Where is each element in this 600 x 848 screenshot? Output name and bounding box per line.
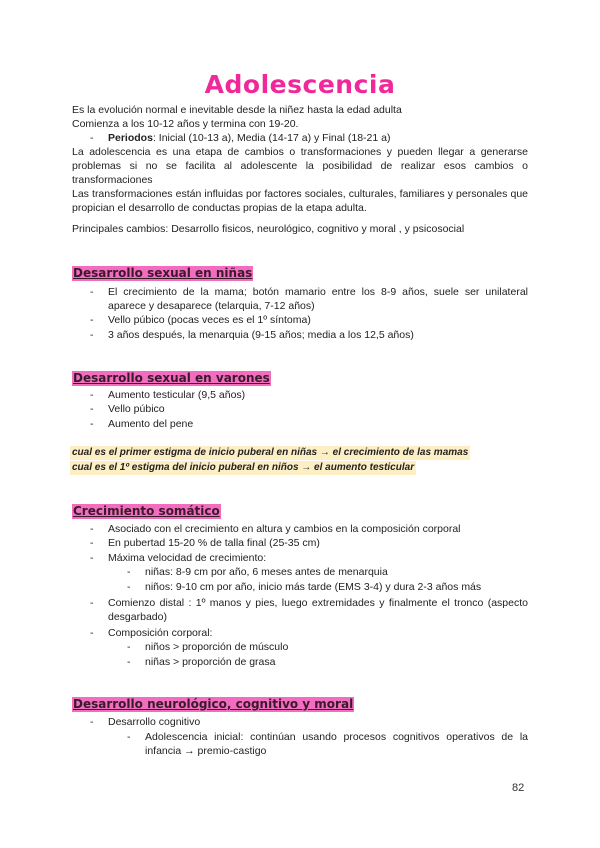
list-item: Asociado con el crecimiento en altura y cambios en la composición corporal xyxy=(108,523,461,535)
sub-list-item: niñas: 8-9 cm por año, 6 meses antes de menarquia xyxy=(145,566,388,578)
heading-varones: Desarrollo sexual en varones xyxy=(73,371,270,385)
list-item: Aumento del pene xyxy=(108,418,194,430)
page-number: 82 xyxy=(512,782,525,794)
list-item: Desarrollo cognitivo xyxy=(108,716,201,728)
list-item: Máxima velocidad de crecimiento: xyxy=(108,552,267,564)
sub-list-item: niños > proporción de músculo xyxy=(145,641,289,653)
bullet-dash: - xyxy=(90,523,94,535)
bullet-dash: - xyxy=(90,389,94,401)
intro-paragraph-1: La adolescencia es una etapa de cambios o transformaciones y pueden llegar a generarse problemas si no se facilita al adolescente la posibilidad de realizar esos cambios o transformaciones xyxy=(72,146,528,186)
periodos-text: : Inicial (10-13 a), Media (14-17 a) y Final (18-21 a) xyxy=(152,132,391,144)
intro-paragraph-2: Las transformaciones están influidas por factores sociales, culturales, familiares y personales que propician el desarrollo de conductas propias de la etapa adulta. xyxy=(72,188,528,214)
periodos-label: Periodos xyxy=(108,132,153,144)
bullet-dash: - xyxy=(90,403,94,415)
intro-line-1: Es la evolución normal e inevitable desde la niñez hasta la edad adulta xyxy=(72,104,402,116)
bullet-dash: - xyxy=(90,597,94,609)
bullet-dash: - xyxy=(90,418,94,430)
bullet-dash: - xyxy=(90,552,94,564)
bullet-dash: - xyxy=(127,641,131,653)
bullet-dash: - xyxy=(127,731,131,743)
list-item: En pubertad 15-20 % de talla final (25-35 cm) xyxy=(108,537,320,549)
heading-ninas: Desarrollo sexual en niñas xyxy=(73,266,253,280)
sub-list-item: niñas > proporción de grasa xyxy=(145,656,276,668)
bullet-dash: - xyxy=(90,329,94,341)
bullet-dash: - xyxy=(127,656,131,668)
bullet-dash: - xyxy=(127,581,131,593)
list-item: Composición corporal: xyxy=(108,627,213,639)
sub-list-item: niños: 9-10 cm por año, inicio más tarde (EMS 3-4) y dura 2-3 años más xyxy=(145,581,482,593)
page-title: Adolescencia xyxy=(204,70,396,99)
bullet-dash: - xyxy=(90,286,94,298)
list-item: 3 años después, la menarquia (9-15 años; media a los 12,5 años) xyxy=(108,329,414,341)
bullet-dash: - xyxy=(90,716,94,728)
bullet-dash: - xyxy=(90,314,94,326)
highlight-line-2: cual es el 1º estigma del inicio puberal en niños → el aumento testicular xyxy=(72,462,415,473)
bullet-dash: - xyxy=(90,537,94,549)
sub-list-item: Adolescencia inicial: continúan usando procesos cognitivos operativos de la infancia → premio-castigo xyxy=(145,731,528,757)
highlight-line-1: cual es el primer estigma de inicio puberal en niñas → el crecimiento de las mamas xyxy=(72,447,469,458)
heading-crecimiento: Crecimiento somático xyxy=(73,504,220,518)
list-item: Aumento testicular (9,5 años) xyxy=(108,389,246,401)
periodos-item xyxy=(108,131,390,145)
list-item: Comienzo distal : 1º manos y pies, luego extremidades y finalmente el tronco (aspecto desgarbado) xyxy=(108,597,528,623)
intro-line-2: Comienza a los 10-12 años y termina con 19-20. xyxy=(72,118,299,130)
list-item: Vello púbico (pocas veces es el 1º síntoma) xyxy=(108,314,311,326)
list-item: Vello púbico xyxy=(108,403,165,415)
list-item: El crecimiento de la mama; botón mamario entre los 8-9 años, suele ser unilateral aparece y desaparece (telarquia, 7-12 años) xyxy=(108,286,528,312)
heading-neurologico: Desarrollo neurológico, cognitivo y moral xyxy=(73,697,354,711)
bullet-dash: - xyxy=(90,627,94,639)
intro-cambios: Principales cambios: Desarrollo fisicos, neurológico, cognitivo y moral , y psicosocial xyxy=(72,223,465,235)
bullet-dash: - xyxy=(127,566,131,578)
bullet-dash: - xyxy=(90,132,94,144)
